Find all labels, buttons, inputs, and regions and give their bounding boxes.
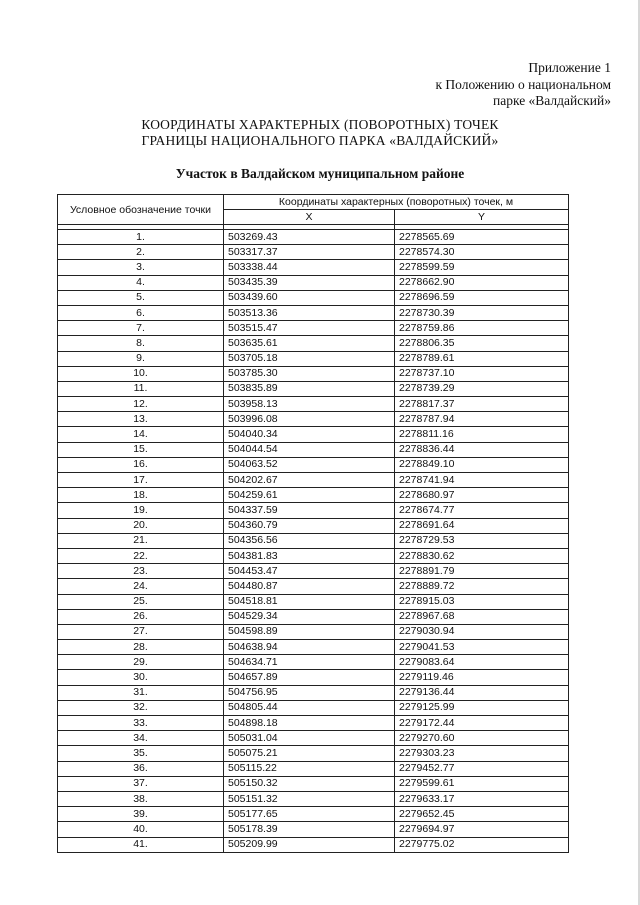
x-coordinate-cell: 503439.60 xyxy=(224,290,395,305)
y-coordinate-cell: 2278696.59 xyxy=(395,290,569,305)
y-coordinate-cell: 2278730.39 xyxy=(395,305,569,320)
x-coordinate-cell: 504898.18 xyxy=(224,716,395,731)
table-row xyxy=(58,533,569,548)
table-row xyxy=(58,670,569,685)
point-number-cell: 7. xyxy=(58,321,224,336)
y-coordinate-cell: 2278806.35 xyxy=(395,336,569,351)
point-number-cell: 5. xyxy=(58,290,224,305)
point-number-cell: 8. xyxy=(58,336,224,351)
table-row xyxy=(58,290,569,305)
point-number-cell: 34. xyxy=(58,731,224,746)
y-coordinate-cell: 2279694.97 xyxy=(395,822,569,837)
table-row xyxy=(58,503,569,518)
table-row xyxy=(58,305,569,320)
header-x-label: X xyxy=(224,210,395,225)
point-number-cell: 37. xyxy=(58,776,224,791)
x-coordinate-cell: 505115.22 xyxy=(224,761,395,776)
point-number-cell: 36. xyxy=(58,761,224,776)
x-coordinate-cell: 505031.04 xyxy=(224,731,395,746)
y-coordinate-cell: 2279136.44 xyxy=(395,685,569,700)
y-coordinate-cell: 2278741.94 xyxy=(395,473,569,488)
table-row xyxy=(58,776,569,791)
x-coordinate-cell: 504044.54 xyxy=(224,442,395,457)
y-coordinate-cell: 2279452.77 xyxy=(395,761,569,776)
x-coordinate-cell: 504634.71 xyxy=(224,655,395,670)
section-subtitle: Участок в Валдайском муниципальном районе xyxy=(175,166,465,181)
x-coordinate-cell: 503958.13 xyxy=(224,397,395,412)
x-coordinate-cell: 504453.47 xyxy=(224,564,395,579)
y-coordinate-cell: 2278967.68 xyxy=(395,609,569,624)
coordinates-table xyxy=(57,194,569,853)
table-row xyxy=(58,761,569,776)
point-number-cell: 22. xyxy=(58,548,224,563)
x-coordinate-cell: 505150.32 xyxy=(224,776,395,791)
appendix-line-3: парке «Валдайский» xyxy=(493,93,611,108)
x-coordinate-cell: 504480.87 xyxy=(224,579,395,594)
point-number-cell: 33. xyxy=(58,716,224,731)
table-body xyxy=(58,230,569,853)
y-coordinate-cell: 2278599.59 xyxy=(395,260,569,275)
y-coordinate-cell: 2279119.46 xyxy=(395,670,569,685)
y-coordinate-cell: 2278789.61 xyxy=(395,351,569,366)
x-coordinate-cell: 503269.43 xyxy=(224,230,395,245)
x-coordinate-cell: 504529.34 xyxy=(224,609,395,624)
point-number-cell: 30. xyxy=(58,670,224,685)
point-number-cell: 11. xyxy=(58,381,224,396)
table-row xyxy=(58,579,569,594)
x-coordinate-cell: 503785.30 xyxy=(224,366,395,381)
x-coordinate-cell: 503835.89 xyxy=(224,381,395,396)
document-title xyxy=(0,117,640,149)
table-row xyxy=(58,731,569,746)
table-row xyxy=(58,807,569,822)
header-y-label: Y xyxy=(395,210,569,225)
y-coordinate-cell: 2278674.77 xyxy=(395,503,569,518)
y-coordinate-cell: 2279775.02 xyxy=(395,837,569,852)
y-coordinate-cell: 2278889.72 xyxy=(395,579,569,594)
x-coordinate-cell: 504805.44 xyxy=(224,700,395,715)
appendix-line-2: к Положению о национальном xyxy=(435,76,611,92)
table-row xyxy=(58,746,569,761)
x-coordinate-cell: 504337.59 xyxy=(224,503,395,518)
table-row xyxy=(58,260,569,275)
y-coordinate-cell: 2278739.29 xyxy=(395,381,569,396)
y-coordinate-cell: 2278574.30 xyxy=(395,245,569,260)
x-coordinate-cell: 503996.08 xyxy=(224,412,395,427)
point-number-cell: 18. xyxy=(58,488,224,503)
point-number-cell: 14. xyxy=(58,427,224,442)
title-line-1: КООРДИНАТЫ ХАРАКТЕРНЫХ (ПОВОРОТНЫХ) ТОЧЕК xyxy=(141,117,499,132)
table-row xyxy=(58,564,569,579)
y-coordinate-cell: 2278836.44 xyxy=(395,442,569,457)
table-row xyxy=(58,412,569,427)
point-number-cell: 29. xyxy=(58,655,224,670)
x-coordinate-cell: 504638.94 xyxy=(224,640,395,655)
table-row xyxy=(58,366,569,381)
table-row xyxy=(58,655,569,670)
title-line-2: ГРАНИЦЫ НАЦИОНАЛЬНОГО ПАРКА «ВАЛДАЙСКИЙ» xyxy=(141,133,499,148)
x-coordinate-cell: 504518.81 xyxy=(224,594,395,609)
point-number-cell: 41. xyxy=(58,837,224,852)
x-coordinate-cell: 505209.99 xyxy=(224,837,395,852)
point-number-cell: 26. xyxy=(58,609,224,624)
y-coordinate-cell: 2279125.99 xyxy=(395,700,569,715)
y-coordinate-cell: 2278817.37 xyxy=(395,397,569,412)
x-coordinate-cell: 503705.18 xyxy=(224,351,395,366)
point-number-cell: 13. xyxy=(58,412,224,427)
point-number-cell: 27. xyxy=(58,624,224,639)
table-row xyxy=(58,351,569,366)
point-number-cell: 9. xyxy=(58,351,224,366)
y-coordinate-cell: 2279303.23 xyxy=(395,746,569,761)
table-row xyxy=(58,548,569,563)
table-row xyxy=(58,473,569,488)
header-coords-label: Координаты характерных (поворотных) точек, м xyxy=(224,195,569,210)
table-row xyxy=(58,518,569,533)
table-row xyxy=(58,594,569,609)
table-row xyxy=(58,457,569,472)
table-row xyxy=(58,700,569,715)
x-coordinate-cell: 503435.39 xyxy=(224,275,395,290)
x-coordinate-cell: 504756.95 xyxy=(224,685,395,700)
table-row xyxy=(58,336,569,351)
y-coordinate-cell: 2278915.03 xyxy=(395,594,569,609)
point-number-cell: 3. xyxy=(58,260,224,275)
y-coordinate-cell: 2278565.69 xyxy=(395,230,569,245)
y-coordinate-cell: 2278849.10 xyxy=(395,457,569,472)
x-coordinate-cell: 505177.65 xyxy=(224,807,395,822)
y-coordinate-cell: 2279270.60 xyxy=(395,731,569,746)
y-coordinate-cell: 2279172.44 xyxy=(395,716,569,731)
table-row xyxy=(58,488,569,503)
point-number-cell: 39. xyxy=(58,807,224,822)
y-coordinate-cell: 2279083.64 xyxy=(395,655,569,670)
point-number-cell: 15. xyxy=(58,442,224,457)
table-row xyxy=(58,321,569,336)
x-coordinate-cell: 505151.32 xyxy=(224,791,395,806)
x-coordinate-cell: 504356.56 xyxy=(224,533,395,548)
table-row xyxy=(58,230,569,245)
point-number-cell: 6. xyxy=(58,305,224,320)
y-coordinate-cell: 2278787.94 xyxy=(395,412,569,427)
point-number-cell: 1. xyxy=(58,230,224,245)
point-number-cell: 19. xyxy=(58,503,224,518)
point-number-cell: 31. xyxy=(58,685,224,700)
y-coordinate-cell: 2279041.53 xyxy=(395,640,569,655)
x-coordinate-cell: 503513.36 xyxy=(224,305,395,320)
table-row xyxy=(58,716,569,731)
y-coordinate-cell: 2278830.62 xyxy=(395,548,569,563)
x-coordinate-cell: 504202.67 xyxy=(224,473,395,488)
point-number-cell: 25. xyxy=(58,594,224,609)
point-number-cell: 21. xyxy=(58,533,224,548)
table-row xyxy=(58,609,569,624)
table-row xyxy=(58,245,569,260)
y-coordinate-cell: 2279030.94 xyxy=(395,624,569,639)
point-number-cell: 24. xyxy=(58,579,224,594)
point-number-cell: 17. xyxy=(58,473,224,488)
x-coordinate-cell: 504259.61 xyxy=(224,488,395,503)
point-number-cell: 28. xyxy=(58,640,224,655)
x-coordinate-cell: 504040.34 xyxy=(224,427,395,442)
x-coordinate-cell: 503338.44 xyxy=(224,260,395,275)
table-row xyxy=(58,837,569,852)
x-coordinate-cell: 505178.39 xyxy=(224,822,395,837)
x-coordinate-cell: 504381.83 xyxy=(224,548,395,563)
point-number-cell: 38. xyxy=(58,791,224,806)
y-coordinate-cell: 2278737.10 xyxy=(395,366,569,381)
point-number-cell: 16. xyxy=(58,457,224,472)
y-coordinate-cell: 2278662.90 xyxy=(395,275,569,290)
x-coordinate-cell: 504360.79 xyxy=(224,518,395,533)
table-row xyxy=(58,822,569,837)
y-coordinate-cell: 2278691.64 xyxy=(395,518,569,533)
y-coordinate-cell: 2279599.61 xyxy=(395,776,569,791)
point-number-cell: 20. xyxy=(58,518,224,533)
point-number-cell: 40. xyxy=(58,822,224,837)
point-number-cell: 2. xyxy=(58,245,224,260)
point-number-cell: 10. xyxy=(58,366,224,381)
point-number-cell: 35. xyxy=(58,746,224,761)
point-number-cell: 32. xyxy=(58,700,224,715)
header-point-label: Условное обозначение точки xyxy=(58,195,224,225)
y-coordinate-cell: 2278729.53 xyxy=(395,533,569,548)
table-row xyxy=(58,397,569,412)
table-row xyxy=(58,685,569,700)
table-row xyxy=(58,427,569,442)
x-coordinate-cell: 503515.47 xyxy=(224,321,395,336)
y-coordinate-cell: 2279633.17 xyxy=(395,791,569,806)
table-row xyxy=(58,791,569,806)
y-coordinate-cell: 2279652.45 xyxy=(395,807,569,822)
table-row xyxy=(58,624,569,639)
x-coordinate-cell: 503635.61 xyxy=(224,336,395,351)
appendix-note xyxy=(436,60,612,110)
x-coordinate-cell: 503317.37 xyxy=(224,245,395,260)
table-row xyxy=(58,275,569,290)
x-coordinate-cell: 504598.89 xyxy=(224,624,395,639)
point-number-cell: 12. xyxy=(58,397,224,412)
table-row xyxy=(58,442,569,457)
table-row xyxy=(58,640,569,655)
y-coordinate-cell: 2278759.86 xyxy=(395,321,569,336)
x-coordinate-cell: 505075.21 xyxy=(224,746,395,761)
y-coordinate-cell: 2278811.16 xyxy=(395,427,569,442)
point-number-cell: 4. xyxy=(58,275,224,290)
x-coordinate-cell: 504657.89 xyxy=(224,670,395,685)
appendix-line-1: Приложение 1 xyxy=(528,60,611,75)
point-number-cell: 23. xyxy=(58,564,224,579)
x-coordinate-cell: 504063.52 xyxy=(224,457,395,472)
table-row xyxy=(58,381,569,396)
y-coordinate-cell: 2278680.97 xyxy=(395,488,569,503)
y-coordinate-cell: 2278891.79 xyxy=(395,564,569,579)
